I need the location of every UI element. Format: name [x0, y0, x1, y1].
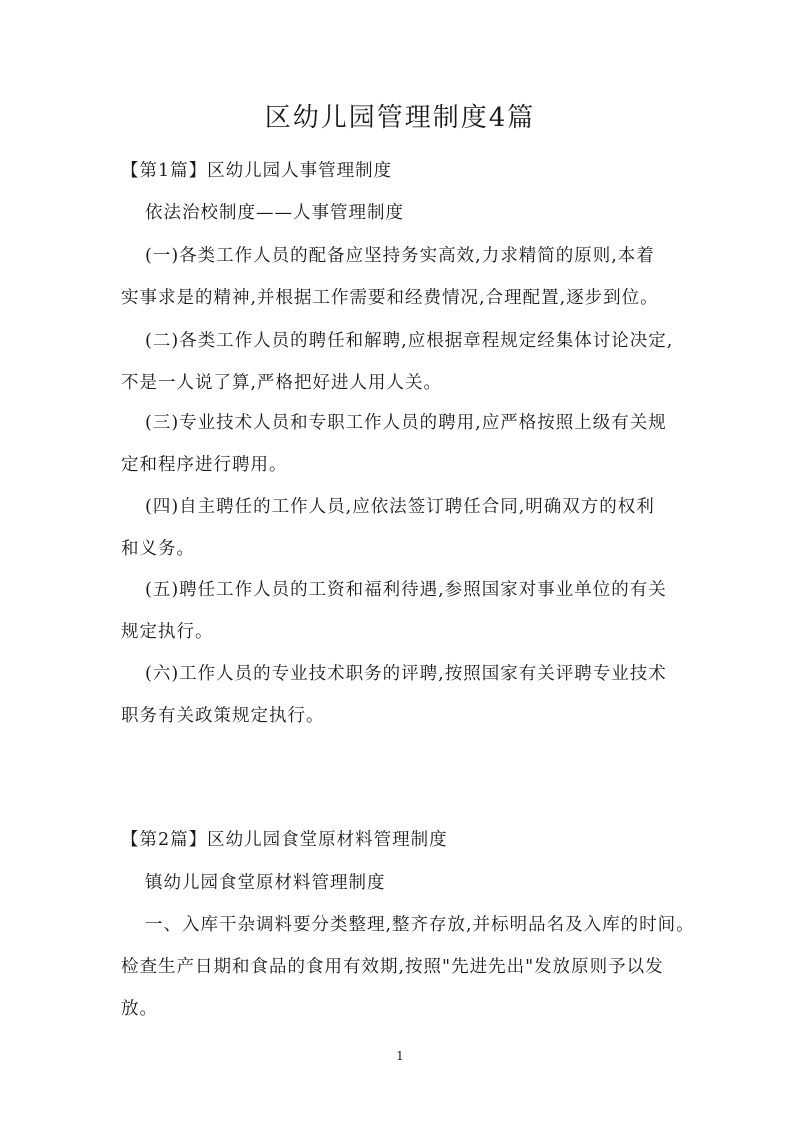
section-1-heading: 【第1篇】区幼儿园人事管理制度 [121, 161, 393, 181]
paragraph-line: 一、入库干杂调料要分类整理,整齐存放,并标明品名及入库的时间。 [145, 915, 695, 935]
paragraph-line: (五)聘任工作人员的工资和福利待遇,参照国家对事业单位的有关 [145, 580, 667, 600]
paragraph-line: 检查生产日期和食品的食用有效期,按照"先进先出"发放原则予以发 [121, 957, 664, 977]
paragraph-line: (一)各类工作人员的配备应坚持务实高效,力求精简的原则,本着 [145, 246, 655, 266]
paragraph-line: 规定执行。 [121, 622, 214, 642]
section-2-subheading: 镇幼儿园食堂原材料管理制度 [145, 873, 386, 893]
paragraph-line: 放。 [121, 999, 158, 1019]
paragraph-line: (四)自主聘任的工作人员,应依法签订聘任合同,明确双方的权利 [145, 497, 655, 517]
paragraph-line: 和义务。 [121, 539, 195, 559]
paragraph-line: (三)专业技术人员和专职工作人员的聘用,应严格按照上级有关规 [145, 413, 667, 433]
paragraph-line: (二)各类工作人员的聘任和解聘,应根据章程规定经集体讨论决定, [145, 331, 674, 351]
section-2-heading: 【第2篇】区幼儿园食堂原材料管理制度 [121, 830, 448, 850]
paragraph-line: 定和程序进行聘用。 [121, 455, 288, 475]
paragraph-line: 实事求是的精神,并根据工作需要和经费情况,合理配置,逐步到位。 [121, 288, 659, 308]
document-title: 区幼儿园管理制度4篇 [264, 103, 536, 133]
paragraph-line: 职务有关政策规定执行。 [121, 706, 325, 726]
section-1-subheading: 依法治校制度——人事管理制度 [145, 203, 404, 223]
page-number: 1 [396, 1049, 404, 1063]
paragraph-line: 不是一人说了算,严格把好进人用人关。 [121, 373, 443, 393]
paragraph-line: (六)工作人员的专业技术职务的评聘,按照国家有关评聘专业技术 [145, 664, 667, 684]
